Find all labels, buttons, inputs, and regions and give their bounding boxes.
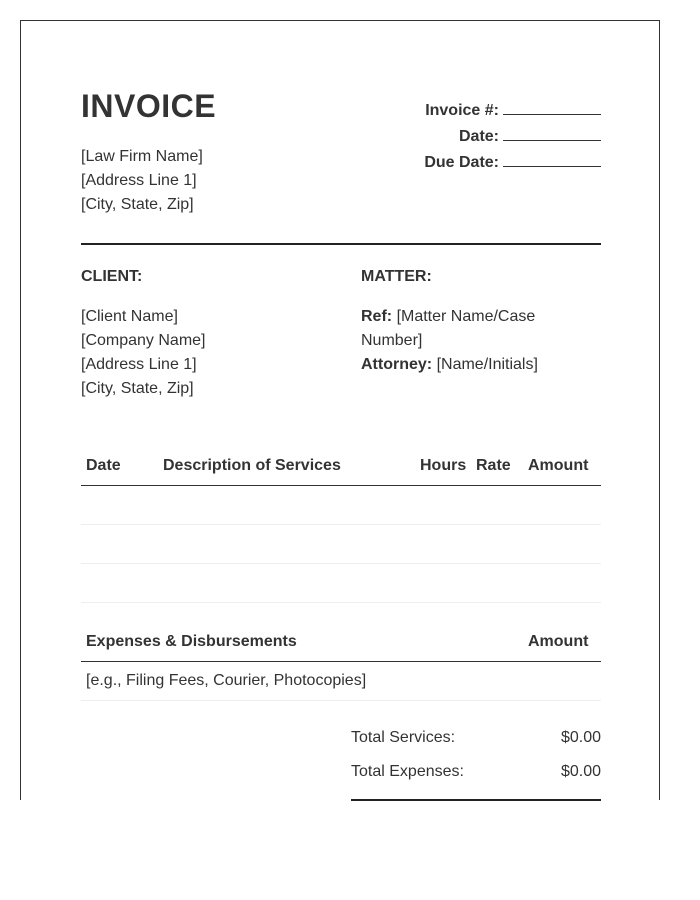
matter-attorney-value: [Name/Initials]	[436, 356, 538, 373]
col-date: Date	[86, 457, 121, 474]
service-row[interactable]	[81, 525, 601, 564]
firm-city-state-zip: [City, State, Zip]	[81, 196, 194, 213]
expense-row[interactable]	[81, 662, 601, 701]
header-divider	[81, 243, 601, 245]
service-row[interactable]	[81, 564, 601, 603]
invoice-date-row	[424, 123, 601, 149]
total-services-row	[351, 728, 601, 762]
col-rate: Rate	[476, 457, 511, 474]
service-row[interactable]	[81, 486, 601, 525]
col-expenses-description: Expenses & Disbursements	[86, 633, 297, 650]
matter-attorney	[361, 353, 601, 377]
due-date-row	[424, 149, 601, 175]
col-hours: Hours	[420, 457, 467, 474]
matter-heading: MATTER:	[361, 268, 432, 285]
totals-divider	[351, 799, 601, 801]
client-company: [Company Name]	[81, 332, 206, 349]
due-date-field[interactable]	[503, 149, 601, 167]
total-expenses-row	[351, 762, 601, 796]
expenses-table-header	[81, 622, 601, 662]
totals-block	[351, 728, 601, 796]
invoice-title: INVOICE	[81, 88, 217, 124]
client-name: [Client Name]	[81, 308, 178, 325]
client-address-line-1: [Address Line 1]	[81, 356, 197, 373]
client-heading: CLIENT:	[81, 268, 143, 285]
client-city-state-zip: [City, State, Zip]	[81, 380, 194, 397]
invoice-date-field[interactable]	[503, 123, 601, 141]
matter-details	[361, 305, 601, 377]
expense-row-description: [e.g., Filing Fees, Courier, Photocopies]	[86, 672, 367, 689]
matter-ref	[361, 305, 601, 353]
invoice-meta	[424, 97, 601, 175]
total-services-value: $0.00	[560, 729, 601, 746]
matter-ref-value: [Matter Name/Case Number]	[361, 308, 536, 349]
invoice-number-field[interactable]	[503, 97, 601, 115]
matter-attorney-label: Attorney:	[361, 356, 433, 373]
due-date-label: Due Date:	[424, 154, 499, 171]
col-amount: Amount	[528, 457, 589, 474]
col-description: Description of Services	[163, 457, 341, 474]
firm-name: [Law Firm Name]	[81, 148, 203, 165]
invoice-number-row	[424, 97, 601, 123]
total-expenses-label: Total Expenses:	[351, 763, 464, 780]
col-expenses-amount: Amount	[528, 633, 589, 650]
matter-ref-label: Ref:	[361, 308, 393, 325]
total-expenses-value: $0.00	[560, 763, 601, 780]
firm-address-line-1: [Address Line 1]	[81, 172, 197, 189]
total-services-label: Total Services:	[351, 729, 456, 746]
services-table-header	[81, 446, 601, 486]
client-details	[81, 305, 206, 401]
firm-address	[81, 145, 203, 217]
invoice-page	[20, 20, 660, 800]
invoice-number-label: Invoice #:	[425, 102, 499, 119]
invoice-date-label: Date:	[458, 128, 499, 145]
